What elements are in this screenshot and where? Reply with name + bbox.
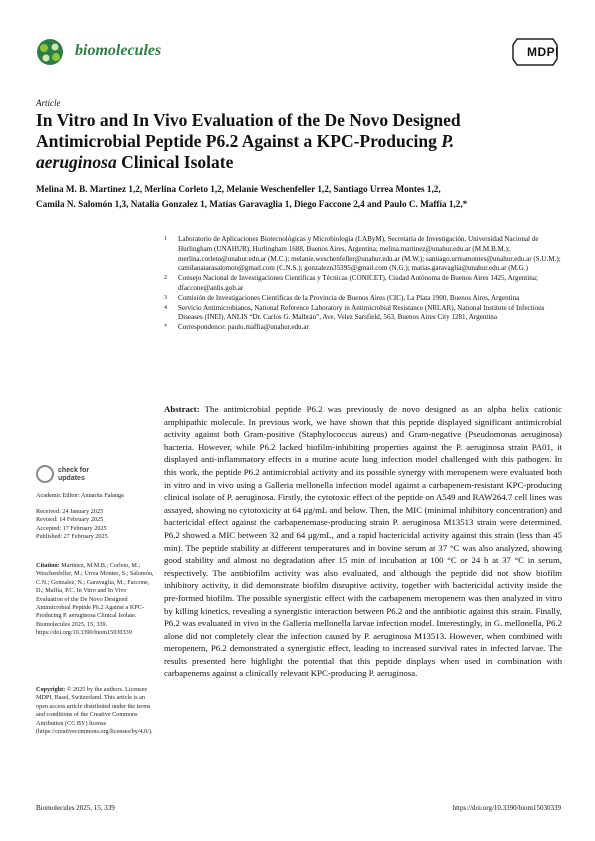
received-date: Received: 24 January 2025 <box>36 508 104 515</box>
affiliation-text: Comisión de Investigaciones Científicas de la Provincia de Buenos Aires (CIC), La Plata 1900, Buenos Aires, Argentina <box>178 293 520 302</box>
affiliation-number: * <box>164 324 167 331</box>
citation <box>36 562 154 638</box>
article-title <box>36 110 536 173</box>
citation-label: Citation: <box>36 562 60 569</box>
copyright-label: Copyright: <box>36 686 66 693</box>
affiliation-number: 2 <box>164 275 167 282</box>
accepted-date: Accepted: 17 February 2025 <box>36 524 107 532</box>
copyright-text[interactable]: © 2025 by the authors. Licensee MDPI, Basel, Switzerland. This article is an open access article distributed under the terms and conditions of the Creative Commons Attribution (CC BY) license (https://creativecommons.org/licenses/by/4.0/). <box>36 686 153 736</box>
affiliation-number: 1 <box>164 236 167 242</box>
correspondence-text: Correspondence: paulo.maffia@unahur.edu.ar <box>178 323 309 332</box>
check-updates-line: updates <box>58 475 85 482</box>
affiliation-text: Laboratorio de Aplicaciones Biotecnológicas y Microbiología (LAByM), Secretaría de Investigación, Universidad Nacional de Hurlingham (UNAHUR), Hurlingham 1688, Buenos Aires, Argentina; melina.martinez@unahur.edu.ar (M.M.B.M.); merlina.corleto@unahur.edu.ar (M.C.); melanie.weschenfeller@unahur.edu.ar (M.W.); santiago.urreamontes@unahur.edu.ar (S.U.M.); camilanaiarasalomon@gmail.com (C.N.S.); gonzalezn35395@gmail.com (N.G.); matias.garavaglia@unahur.edu.ar (M.G.) <box>178 235 561 273</box>
footer-journal-info: Biomolecules 2025, 15, 339 <box>36 804 115 812</box>
academic-editor: Academic Editor: Annarita Falanga <box>36 492 124 499</box>
journal-logo-icon <box>34 37 66 67</box>
correspondence <box>164 323 564 333</box>
abstract-text: The antimicrobial peptide P6.2 was previously de novo designed as an alpha helix cationic amphipathic molecule. In previous work, we have shown that this peptide displayed significant antimicrobial activity against both Gram-positive (Staphylococcus aureus) and Gram-negative (Pseudomonas aeruginosa) bacteria. However, while P6.2 lacked biofilm-inhibiting properties against the P. aeruginosa strain PA01, it displayed anti-inflammatory effects in a murine acute lung infection model challenged with this pathogen. In this work, the peptide P6.2 antimicrobial activity and its possible synergy with meropenem were evaluated both in vitro and in vivo using a Galleria mellonella infection model against a carbapenem-resistant KPC-producing clinical isolate of P. aeruginosa. Firstly, the cytotoxic effect of the peptide on A549 and RAW264.7 cell lines was assayed, showing no cytotoxicity at 64 μg/mL and below. Then, the MIC (minimal inhibitory concentration) and bactericidal effect against the carbapenemase-producing strain P. aeruginosa M13513 strain were determined. P6.2 showed a MIC between 32 and 64 μg/mL, and a rapid bactericidal activity against this strain (less than 45 min). The peptide stability at different temperatures and in bovine serum at 37 °C was also analyzed, showing good stability and almost no degradation after 15 min of incubation at 100 °C or 24 h at 37 °C in serum, respectively. The antibiofilm activity was also evaluated, and although the peptide did not show biofilm inhibitory activity, it did demonstrate biofilm disruptive activity, together with bactericidal activity inside the pre-formed biofilm. The possible synergistic effect with the carbapenem meropenem was then analyzed in vitro by killing kinetics, revealing a synergistic interaction between P6.2 and the antibiotic against this strain. Finally, P6.2 was evaluated in vivo in the Galleria mellonella larvae infection model. Interestingly, in G. mellonella, P6.2 alone did not completely clear the infection caused by P. aeruginosa M13513. However, when combined with meropenem, P6.2 demonstrated a synergistic effect, leading to increased survival rates in infected larvae. The results presented here highlight the potential that this peptide displays when used in combination with carbapenems against a clinically relevant KPC-producing P. aeruginosa. <box>164 404 563 679</box>
affiliations <box>164 235 564 333</box>
abstract <box>164 403 562 680</box>
abstract-label: Abstract: <box>164 404 200 414</box>
publisher-name: MDPI <box>527 45 559 59</box>
author-list <box>36 182 556 212</box>
article-type: Article <box>36 98 61 108</box>
affiliation <box>164 304 564 324</box>
check-updates-line: check for <box>58 467 90 474</box>
affiliation-number: 4 <box>164 304 167 311</box>
affiliation-text: Consejo Nacional de Investigaciones Científicas y Técnicas (CONICET), Ciudad Autónoma de Buenos Aires 1425, Argentina; dfaccone@anlis.gob.ar <box>178 274 538 292</box>
footer-doi-link[interactable]: https://doi.org/10.3390/biom15030339 <box>452 804 561 812</box>
authors-line-2: Camila N. Salomón 1,3, Natalia Gonzalez 1, Matías Garavaglia 1, Diego Faccone 2,4 and Paulo C. Maffía 1,2,* <box>36 199 468 209</box>
copyright <box>36 686 154 736</box>
journal-name: biomolecules <box>75 42 162 59</box>
published-date: Published: 27 February 2025 <box>36 533 108 541</box>
affiliation <box>164 294 564 304</box>
revised-date: Revised: 14 February 2025 <box>36 516 104 524</box>
title-italic: P. aeruginosa <box>36 131 455 172</box>
authors-line-1: Melina M. B. Martinez 1,2, Merlina Corleto 1,2, Melanie Weschenfeller 1,2, Santiago Urrea Montes 1,2, <box>36 184 441 194</box>
check-for-updates-icon[interactable] <box>36 465 54 483</box>
publication-dates <box>36 508 154 542</box>
affiliation <box>164 235 564 274</box>
citation-text[interactable]: Martinez, M.M.B.; Corleto, M.; Weschenfeller, M.; Urrea Montes, S.; Salomón, C.N.; Gonzalez, N.; Garavaglia, M.; Faccone, D.; Maffía, P.C. In Vitro and In Vivo Evaluation of the De Novo Designed Antimicrobial Peptide P6.2 Against a KPC-Producing P. aeruginosa Clinical Isolate. Biomolecules 2025, 15, 339. https://doi.org/10.3390/biom15030339 <box>36 562 154 637</box>
check-for-updates[interactable] <box>58 467 89 483</box>
affiliation <box>164 274 564 294</box>
affiliation-text: Servicio Antimicrobianos, National Reference Laboratory in Antimicrobial Resistance (NRLAR), National Institute of Infectious Diseases (INEI), ANLIS “Dr. Carlos G. Malbrán”, Ave. Velez Sarsfield, 563, Buenos Aires City 1281, Argentina <box>178 303 545 322</box>
title-main: In Vitro and In Vivo Evaluation of the De Novo Designed Antimicrobial Peptide P6.2 Against a KPC-Producing <box>36 110 461 151</box>
affiliation-number: 3 <box>164 294 167 301</box>
title-end: Clinical Isolate <box>116 152 234 172</box>
